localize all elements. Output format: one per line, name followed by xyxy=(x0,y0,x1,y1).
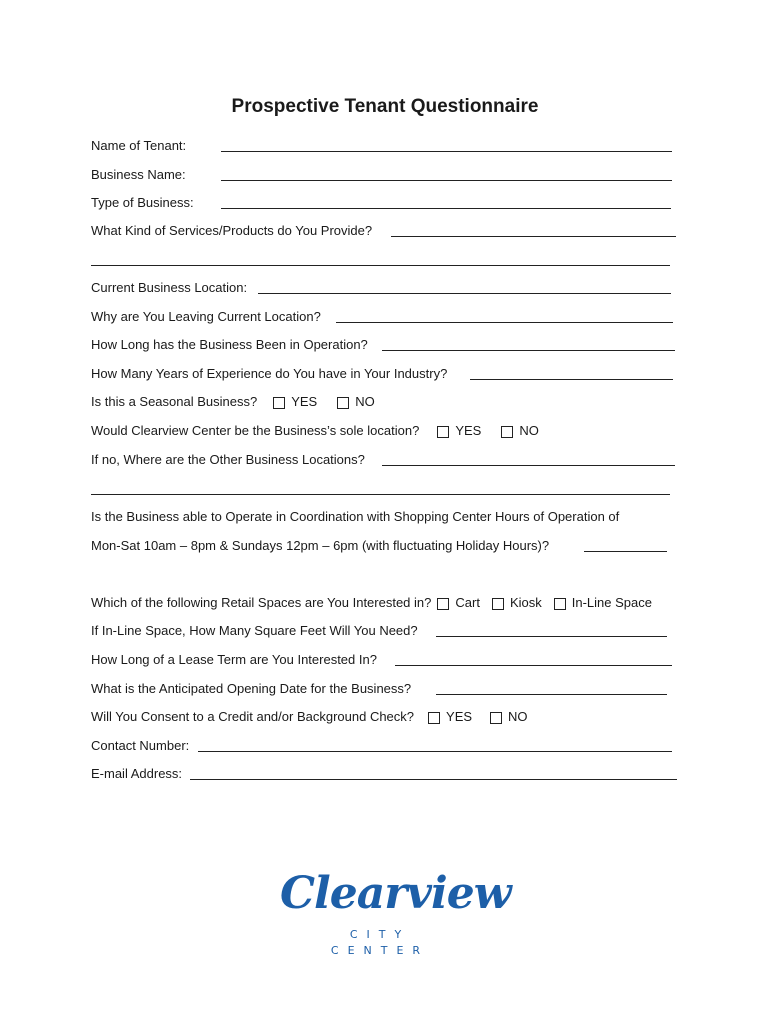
cart-checkbox[interactable] xyxy=(437,598,449,610)
experience-label: How Many Years of Experience do You have in Your Industry? xyxy=(91,366,448,381)
other-locations-label: If no, Where are the Other Business Locations? xyxy=(91,452,365,467)
current-location-field[interactable] xyxy=(258,293,671,294)
sole-location-yes-checkbox[interactable] xyxy=(437,426,449,438)
type-of-business-field[interactable] xyxy=(221,208,671,209)
seasonal-row xyxy=(91,394,375,410)
why-leaving-field[interactable] xyxy=(336,322,673,323)
sole-location-label: Would Clearview Center be the Business’s sole location? xyxy=(91,423,420,438)
coordination-field[interactable] xyxy=(584,551,667,552)
page-title: Prospective Tenant Questionnaire xyxy=(231,96,539,117)
email-field[interactable] xyxy=(190,779,677,780)
how-long-label: How Long has the Business Been in Operation? xyxy=(91,337,368,352)
logo-center-text: CENTER xyxy=(330,944,430,957)
credit-check-yes-option[interactable]: YES xyxy=(428,709,472,725)
why-leaving-label: Why are You Leaving Current Location? xyxy=(91,309,321,324)
sole-location-no-checkbox[interactable] xyxy=(501,426,513,438)
contact-number-field[interactable] xyxy=(198,751,672,752)
how-long-field[interactable] xyxy=(382,350,675,351)
opening-date-label: What is the Anticipated Opening Date for the Business? xyxy=(91,681,412,696)
business-name-field[interactable] xyxy=(221,180,672,181)
lease-term-label: How Long of a Lease Term are You Interested In? xyxy=(91,652,377,667)
credit-check-label: Will You Consent to a Credit and/or Background Check? xyxy=(91,709,415,724)
sole-location-row xyxy=(91,423,539,439)
other-locations-field-line2[interactable] xyxy=(91,494,670,495)
credit-check-no-option[interactable]: NO xyxy=(490,709,528,725)
clearview-logo xyxy=(280,868,511,968)
current-location-label: Current Business Location: xyxy=(91,280,248,295)
services-label: What Kind of Services/Products do You Provide? xyxy=(91,223,373,238)
seasonal-no-option[interactable]: NO xyxy=(337,394,375,410)
square-feet-label: If In-Line Space, How Many Square Feet Will You Need? xyxy=(91,623,418,638)
retail-spaces-row xyxy=(91,595,652,611)
coordination-label-1: Is the Business able to Operate in Coordination with Shopping Center Hours of Operation of xyxy=(91,509,620,524)
sole-location-yes-option[interactable]: YES xyxy=(437,423,481,439)
sole-location-no-option[interactable]: NO xyxy=(501,423,539,439)
seasonal-yes-option[interactable]: YES xyxy=(273,394,317,410)
business-name-label: Business Name: xyxy=(91,167,186,182)
kiosk-checkbox[interactable] xyxy=(492,598,504,610)
credit-check-row xyxy=(91,709,528,725)
services-field[interactable] xyxy=(391,236,676,237)
email-label: E-mail Address: xyxy=(91,766,183,781)
credit-check-yes-checkbox[interactable] xyxy=(428,712,440,724)
services-field-line2[interactable] xyxy=(91,265,670,266)
experience-field[interactable] xyxy=(470,379,673,380)
retail-spaces-label: Which of the following Retail Spaces are You Interested in? xyxy=(91,595,432,610)
seasonal-label: Is this a Seasonal Business? xyxy=(91,394,258,409)
lease-term-field[interactable] xyxy=(395,665,672,666)
square-feet-field[interactable] xyxy=(436,636,667,637)
credit-check-no-checkbox[interactable] xyxy=(490,712,502,724)
logo-wordmark: Clearview xyxy=(280,868,511,919)
kiosk-option[interactable]: Kiosk xyxy=(492,595,542,611)
inline-space-option[interactable]: In-Line Space xyxy=(554,595,652,611)
inline-space-checkbox[interactable] xyxy=(554,598,566,610)
seasonal-no-checkbox[interactable] xyxy=(337,397,349,409)
cart-option[interactable]: Cart xyxy=(437,595,480,611)
name-of-tenant-field[interactable] xyxy=(221,151,672,152)
other-locations-field[interactable] xyxy=(382,465,675,466)
name-of-tenant-label: Name of Tenant: xyxy=(91,138,187,153)
logo-city-text: CITY xyxy=(349,928,411,941)
opening-date-field[interactable] xyxy=(436,694,667,695)
coordination-label-2: Mon-Sat 10am – 8pm & Sundays 12pm – 6pm (with fluctuating Holiday Hours)? xyxy=(91,538,550,553)
seasonal-yes-checkbox[interactable] xyxy=(273,397,285,409)
type-of-business-label: Type of Business: xyxy=(91,195,194,210)
contact-number-label: Contact Number: xyxy=(91,738,190,753)
